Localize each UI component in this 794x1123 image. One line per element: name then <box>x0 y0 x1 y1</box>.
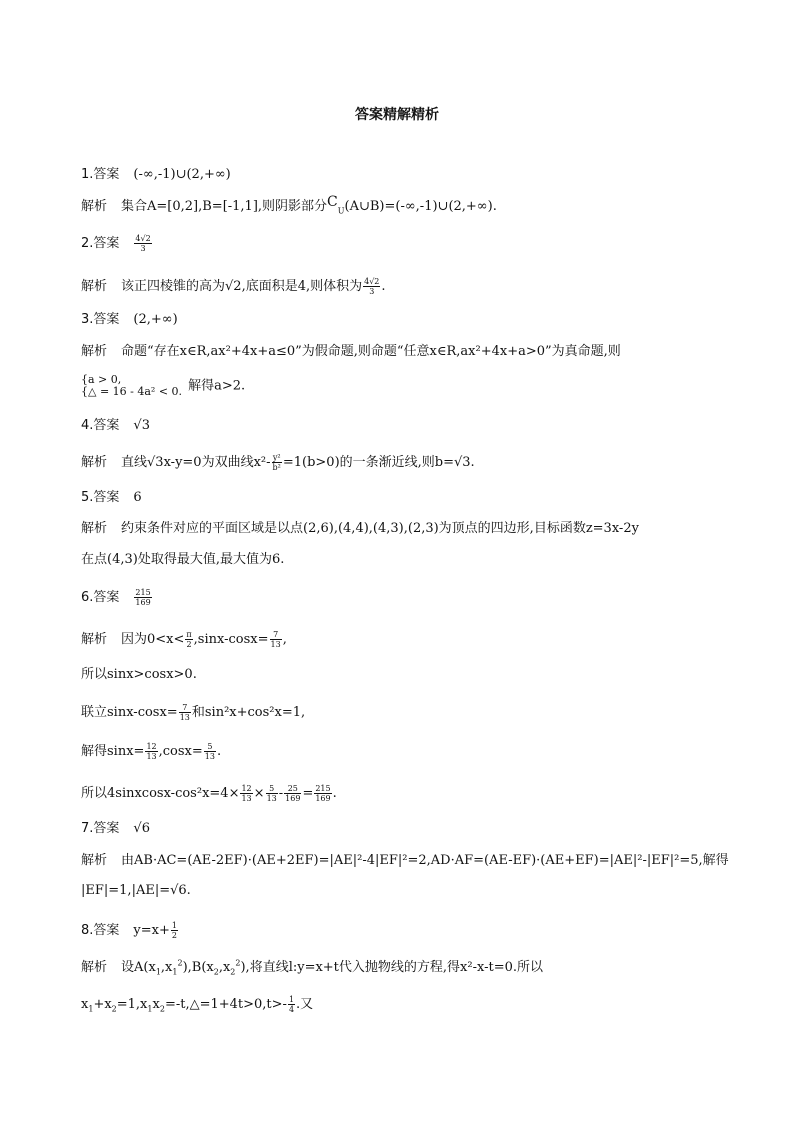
q6-analysis-line-3: 联立sinx-cosx= $\frac{7}{13}$ 和sin²x+cos²x=1, <box>81 703 306 722</box>
q6-analysis-line-4: 解得sinx= $\frac{12}{13}$ ,cosx= $\frac{5}{13}$ . <box>81 742 222 761</box>
q7-answer: √6 <box>133 821 150 836</box>
q3-answer-line: 3.答案 (2,+∞) <box>81 312 178 327</box>
q1-answer-line: 1.答案 (-∞,-1)∪(2,+∞) <box>81 167 231 182</box>
q3-answer: (2,+∞) <box>133 312 178 327</box>
q4-answer: √3 <box>133 418 150 433</box>
q6-analysis-line-2: 所以sinx>cosx>0. <box>81 667 197 682</box>
q8-analysis-line-2: $x_1+x_2=1,x_1x_2=-t,\triangle=1+4t>0,t>-$ $\frac{1}{4}$ .又 <box>81 995 314 1014</box>
q6-analysis-line-5: 所以4sinxcosx-cos²x=4× $\frac{12}{13}$ × $\frac{5}{13}$ - $\frac{25}{169}$ = $\frac{215}{169}$ . <box>81 784 337 803</box>
q7-analysis-line-1: 解析 由AB·AC=(AE-2EF)·(AE+2EF)=|AE|²-4|EF|²=2,AD·AF=(AE-EF)·(AE+EF)=|AE|²-|EF|²=5,解得 <box>81 853 729 868</box>
q6-analysis-line-1: 解析 因为0<x< $\frac{\pi}{2}$ ,sinx-cosx= $\frac{7}{13}$ , <box>81 630 287 649</box>
equation-system: {a > 0, {△ = 16 - 4a² < 0. <box>81 373 183 398</box>
q4-analysis-line: 解析 直线√3x-y=0为双曲线x²- $\frac{\text{y²}}{\text{b²}}$ =1(b>0)的一条渐近线,则b=√3. <box>81 453 475 472</box>
q3-analysis-line: 解析 命题“存在x∈R,ax²+4x+a≤0”为假命题,则命题“任意x∈R,ax²+4x+a>0”为真命题,则 <box>81 344 621 359</box>
q5-analysis-line-1: 解析 约束条件对应的平面区域是以点(2,6),(4,4),(4,3),(2,3)为顶点的四边形,目标函数z=3x-2y <box>81 521 639 536</box>
q7-analysis-line-2: |EF|=1,|AE|=√6. <box>81 883 191 898</box>
q8-analysis-line-1: 解析 设$A(x_1,x_1^2),B(x_2,x_2^2)$,将直线l:y=x+t代入抛物线的方程,得x²-x-t=0.所以 <box>81 958 543 977</box>
q1-analysis-line: 解析 集合A=[0,2],B=[-1,1],则阴影部分$C_U(A\cup B)=(-\infty,-1)\cup(2,+\infty)$. <box>81 194 497 216</box>
q5-answer: 6 <box>133 490 142 505</box>
q2-answer-fraction: $\frac{4√2}{3}$ <box>135 234 151 253</box>
q2-answer-line: 2.答案 $\frac{4√2}{3}$ <box>81 234 151 253</box>
q1-answer: (-∞,-1)∪(2,+∞) <box>133 167 231 182</box>
page-title: 答案精解精析 <box>355 107 439 123</box>
q5-analysis-line-2: 在点(4,3)处取得最大值,最大值为6. <box>81 552 285 567</box>
q2-analysis-line: 解析 该正四棱锥的高为√2,底面积是4,则体积为 $\frac{4√2}{3}$ . <box>81 277 386 296</box>
q3-system-line: {a > 0, {△ = 16 - 4a² < 0. 解得a>2. <box>81 373 246 398</box>
q6-answer-fraction: $\frac{215}{169}$ <box>135 588 151 607</box>
q8-answer-line: 8.答案 y=x+ $\frac{1}{2}$ <box>81 921 177 940</box>
q5-answer-line: 5.答案 6 <box>81 490 142 505</box>
q7-answer-line: 7.答案 √6 <box>81 821 150 836</box>
q4-answer-line: 4.答案 √3 <box>81 418 150 433</box>
q6-answer-line: 6.答案 $\frac{215}{169}$ <box>81 588 151 607</box>
complement-symbol: C <box>327 194 338 210</box>
